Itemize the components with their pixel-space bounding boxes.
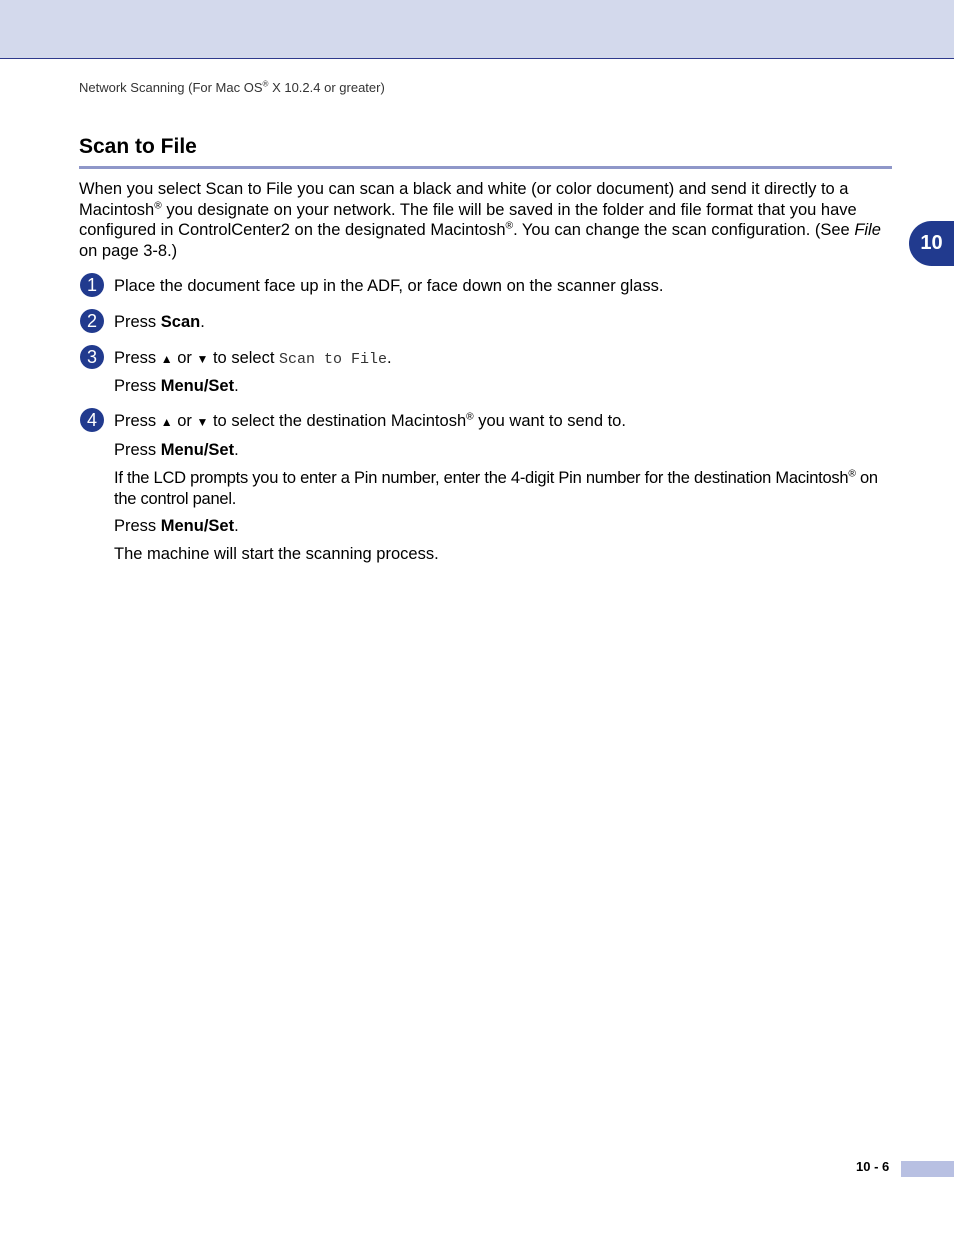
- footer-bar: [901, 1161, 954, 1177]
- chapter-tab[interactable]: 10: [909, 221, 954, 266]
- page-number: 10 - 6: [856, 1159, 890, 1174]
- intro-paragraph: When you select Scan to File you can scan a black and white (or color document) and send it directly to a Macintosh® you designate on your network. The file will be saved in the folder and file format that you have configured in ControlCenter2 on the designated Macintosh®. You can change the scan configuration. (See File on page 3-8.): [79, 180, 881, 260]
- lcd-option: Scan to File: [279, 351, 388, 368]
- menu-set-key: Menu/Set: [160, 377, 235, 395]
- title-underline: [79, 166, 892, 169]
- up-arrow-icon: ▲: [160, 352, 173, 366]
- step-4-final: The machine will start the scanning process.: [114, 545, 439, 563]
- step-number-badge: 3: [80, 345, 104, 369]
- step-1-text: Place the document face up in the ADF, or face down on the scanner glass.: [114, 277, 664, 295]
- down-arrow-icon: ▼: [196, 352, 209, 366]
- step-number-badge: 4: [80, 408, 104, 432]
- step-4-subtext: Press Menu/Set.: [114, 441, 239, 459]
- down-arrow-icon: ▼: [196, 415, 209, 429]
- up-arrow-icon: ▲: [160, 415, 173, 429]
- pin-note: If the LCD prompts you to enter a Pin number, enter the 4-digit Pin number for the destination Macintosh® on the control panel.: [114, 468, 878, 508]
- step-3-subtext: Press Menu/Set.: [114, 377, 239, 395]
- menu-set-key: Menu/Set: [160, 517, 235, 535]
- step-number-badge: 1: [80, 273, 104, 297]
- running-header: Network Scanning (For Mac OS® X 10.2.4 or greater): [79, 79, 385, 95]
- step-4-text: Press ▲ or ▼ to select the destination Macintosh® you want to send to.: [114, 411, 626, 430]
- header-band: [0, 0, 954, 59]
- step-2-text: Press Scan.: [114, 313, 205, 331]
- scan-key: Scan: [160, 313, 201, 331]
- step-number-badge: 2: [80, 309, 104, 333]
- menu-set-key: Menu/Set: [160, 441, 235, 459]
- step-3-text: Press ▲ or ▼ to select Scan to File.: [114, 349, 392, 368]
- section-title: Scan to File: [79, 135, 197, 158]
- step-4-subtext-2: Press Menu/Set.: [114, 517, 239, 535]
- file-link[interactable]: File: [854, 221, 881, 239]
